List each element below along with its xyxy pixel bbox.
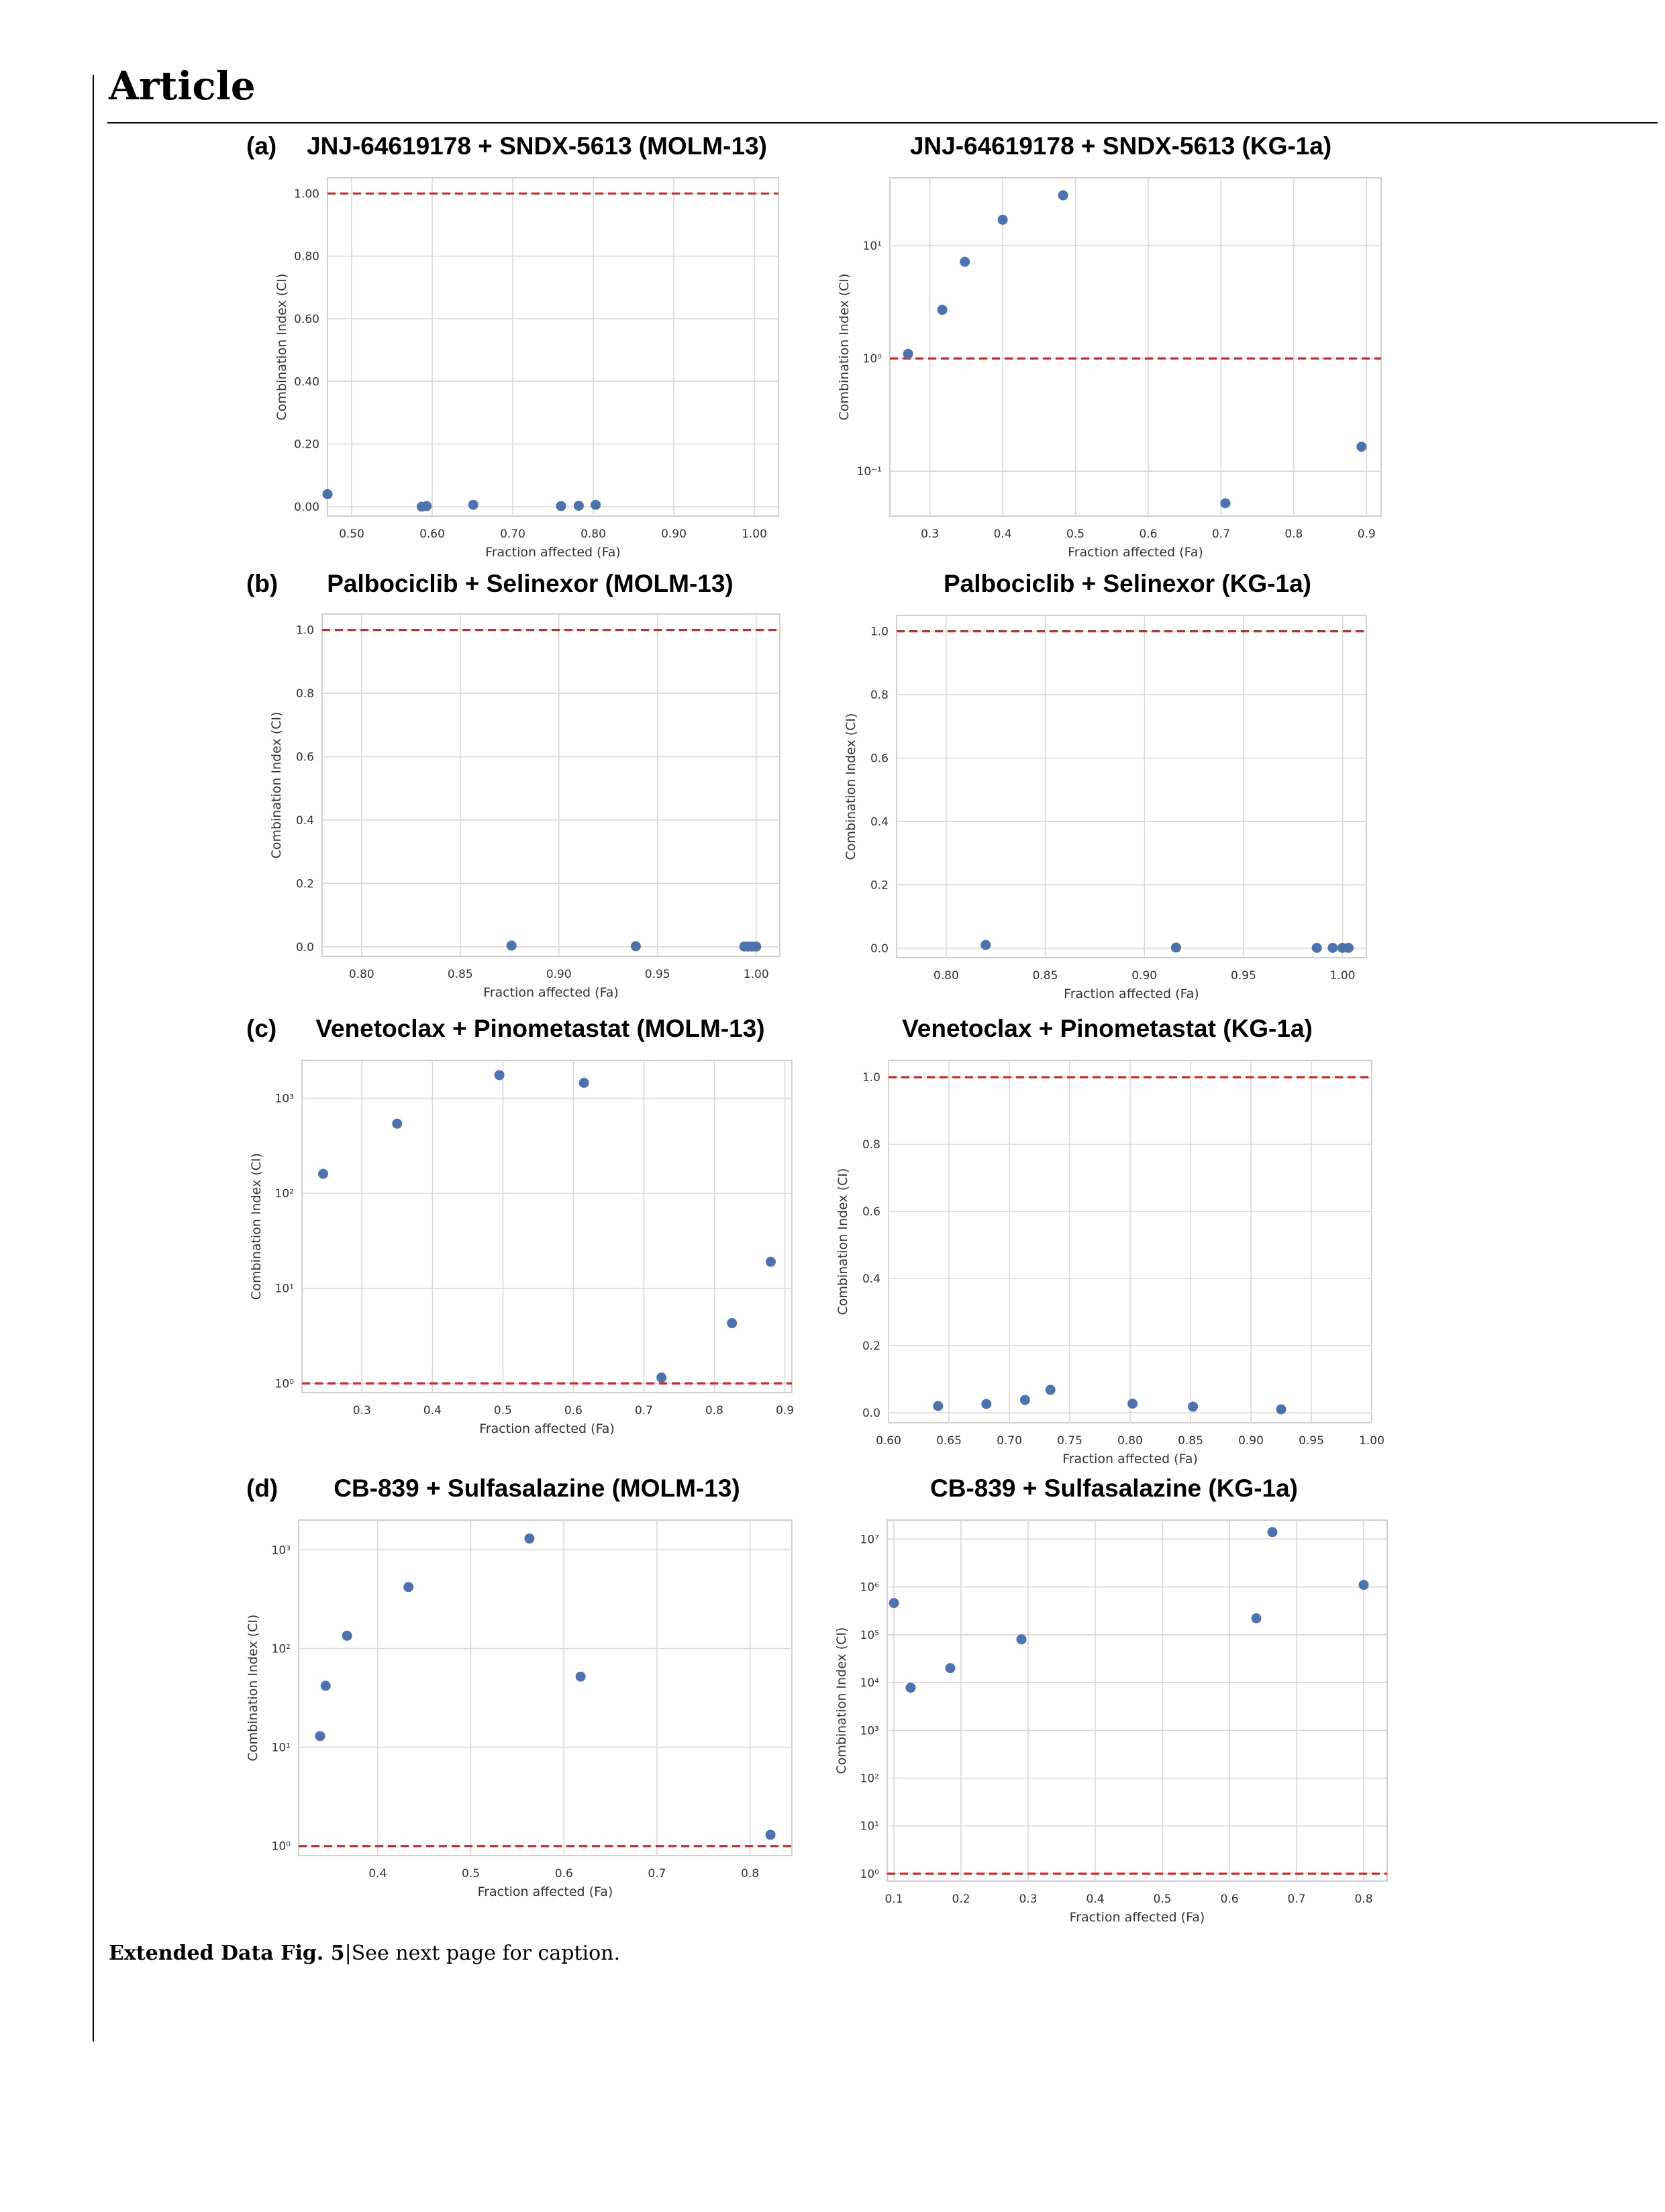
chart-b-kg1a-y-axis-label: Combination Index (CI)	[844, 713, 858, 860]
chart-c-kg1a-y-tick-label: 0.6	[862, 1205, 880, 1219]
chart-d-kg1a-x-tick-label: 0.7	[1287, 1893, 1306, 1906]
chart-a-molm13-data-point	[468, 500, 478, 510]
chart-a-kg1a-data-point	[1356, 442, 1366, 452]
chart-d-kg1a-data-point	[1359, 1580, 1369, 1590]
chart-c-kg1a-data-point	[1276, 1405, 1286, 1415]
chart-a-molm13-y-tick-label: 0.80	[294, 250, 319, 264]
chart-b-kg1a-y-tick-label: 0.8	[870, 689, 889, 703]
chart-b-molm13-x-tick-label: 0.90	[546, 968, 572, 981]
chart-c-molm13-plot-area	[302, 1060, 792, 1393]
chart-a-molm13-x-tick-label: 0.50	[339, 527, 364, 541]
chart-b-kg1a-y-tick-label: 1.0	[870, 625, 889, 639]
chart-b-molm13-y-tick-label: 0.4	[295, 813, 314, 827]
panel-letter-a: (a)	[246, 132, 277, 160]
chart-b-kg1a-data-point	[1327, 943, 1338, 953]
chart-a-molm13-data-point	[591, 500, 601, 510]
chart-b-kg1a-x-axis-label: Fraction affected (Fa)	[1064, 987, 1199, 1001]
chart-d-kg1a	[812, 1510, 1403, 1933]
chart-c-molm13-x-tick-label: 0.9	[775, 1404, 795, 1417]
chart-d-kg1a-y-tick-label: 10⁰	[860, 1867, 879, 1881]
chart-d-molm13-plot-area	[299, 1520, 792, 1856]
chart-c-kg1a-y-tick-label: 0.0	[862, 1407, 880, 1420]
chart-d-molm13-data-point	[766, 1829, 776, 1840]
chart-a-molm13-data-point	[421, 501, 432, 511]
chart-title-a-molm13: JNJ-64619178 + SNDX-5613 (MOLM-13)	[307, 132, 767, 160]
chart-d-kg1a-y-tick-label: 10¹	[860, 1819, 879, 1833]
chart-c-molm13-y-tick-label: 10¹	[274, 1282, 294, 1296]
chart-a-molm13-x-axis-label: Fraction affected (Fa)	[485, 545, 621, 560]
chart-a-kg1a-plot-area	[890, 178, 1381, 516]
chart-d-kg1a-x-tick-label: 0.2	[952, 1893, 970, 1906]
chart-a-molm13-y-axis-label: Combination Index (CI)	[274, 273, 289, 421]
chart-b-molm13-y-tick-label: 0.8	[295, 687, 314, 701]
chart-b-kg1a-y-tick-label: 0.4	[870, 815, 889, 829]
chart-d-molm13-y-axis-label: Combination Index (CI)	[246, 1614, 260, 1762]
chart-b-molm13-x-tick-label: 0.80	[348, 968, 374, 981]
chart-title-b-kg1a: Palbociclib + Selinexor (KG-1a)	[944, 570, 1311, 597]
caption-text: See next page for caption.	[351, 1942, 621, 1965]
chart-a-kg1a-data-point	[938, 305, 948, 315]
chart-title-c-molm13: Venetoclax + Pinometastat (MOLM-13)	[315, 1015, 765, 1042]
chart-a-kg1a-data-point	[903, 349, 913, 359]
chart-d-kg1a-y-tick-label: 10⁴	[860, 1676, 879, 1691]
chart-a-molm13-data-point	[574, 501, 584, 511]
chart-c-kg1a-x-tick-label: 0.70	[997, 1434, 1022, 1448]
chart-a-kg1a-x-tick-label: 0.4	[993, 527, 1012, 541]
chart-d-kg1a-plot-area	[887, 1520, 1387, 1881]
figure-caption	[109, 1942, 620, 1966]
chart-d-molm13-data-point	[342, 1631, 352, 1641]
chart-a-molm13-y-tick-label: 0.00	[294, 501, 319, 514]
chart-b-molm13-x-tick-label: 1.00	[743, 968, 769, 981]
chart-a-molm13-data-point	[323, 489, 333, 499]
chart-d-molm13-x-tick-label: 0.8	[741, 1867, 760, 1880]
chart-c-kg1a-x-tick-label: 0.60	[876, 1434, 901, 1448]
chart-title-b-molm13: Palbociclib + Selinexor (MOLM-13)	[327, 570, 734, 597]
chart-c-molm13-data-point	[656, 1372, 666, 1382]
chart-a-kg1a-data-point	[1058, 191, 1068, 201]
chart-a-molm13-x-tick-label: 0.80	[581, 527, 606, 541]
chart-b-kg1a-data-point	[980, 940, 991, 950]
chart-c-molm13-x-tick-label: 0.4	[423, 1404, 442, 1417]
chart-d-kg1a-data-point	[1017, 1634, 1027, 1644]
chart-a-kg1a-data-point	[998, 215, 1008, 225]
chart-b-kg1a-data-point	[1312, 943, 1322, 953]
chart-d-molm13-x-tick-label: 0.5	[462, 1867, 481, 1880]
chart-c-kg1a-x-axis-label: Fraction affected (Fa)	[1062, 1452, 1198, 1466]
chart-d-kg1a-y-tick-label: 10²	[860, 1772, 879, 1786]
chart-d-kg1a-x-tick-label: 0.5	[1153, 1893, 1172, 1906]
chart-a-kg1a-x-tick-label: 0.3	[921, 527, 940, 541]
chart-d-molm13-y-tick-label: 10⁰	[271, 1840, 291, 1854]
chart-a-kg1a-data-point	[1220, 498, 1230, 508]
chart-title-d-kg1a: CB-839 + Sulfasalazine (KG-1a)	[930, 1474, 1298, 1502]
header-title: Article	[109, 63, 256, 109]
chart-d-kg1a-y-axis-label: Combination Index (CI)	[834, 1627, 849, 1774]
chart-c-molm13-data-point	[495, 1070, 505, 1080]
chart-d-molm13-y-tick-label: 10³	[271, 1544, 291, 1558]
chart-a-kg1a-y-tick-label: 10⁻¹	[856, 465, 882, 479]
chart-a-kg1a-y-tick-label: 10¹	[862, 240, 882, 254]
chart-b-molm13-plot-area	[322, 614, 780, 956]
chart-b-molm13-x-tick-label: 0.95	[644, 968, 670, 981]
chart-c-kg1a-data-point	[1188, 1402, 1198, 1412]
chart-d-kg1a-data-point	[889, 1598, 899, 1608]
chart-c-kg1a-y-tick-label: 1.0	[862, 1071, 880, 1085]
chart-d-molm13-data-point	[321, 1680, 331, 1691]
chart-b-kg1a-y-tick-label: 0.6	[870, 752, 889, 766]
chart-c-molm13-x-tick-label: 0.6	[564, 1404, 583, 1417]
chart-b-kg1a-x-tick-label: 0.85	[1032, 969, 1058, 983]
chart-d-kg1a-data-point	[1252, 1613, 1262, 1623]
chart-a-kg1a-data-point	[960, 257, 970, 267]
chart-a-kg1a-x-tick-label: 0.7	[1211, 527, 1230, 541]
chart-c-molm13-x-tick-label: 0.3	[352, 1404, 371, 1417]
header-rule	[107, 122, 1658, 123]
chart-c-molm13-data-point	[392, 1119, 402, 1129]
chart-c-molm13-data-point	[579, 1078, 589, 1088]
chart-c-kg1a-y-tick-label: 0.8	[862, 1138, 880, 1152]
chart-c-molm13	[248, 1050, 805, 1440]
chart-c-kg1a	[832, 1050, 1396, 1470]
chart-c-kg1a-data-point	[1046, 1385, 1056, 1395]
chart-a-molm13-y-tick-label: 0.20	[294, 438, 319, 452]
chart-d-molm13-y-tick-label: 10¹	[271, 1741, 291, 1755]
chart-c-kg1a-data-point	[981, 1399, 991, 1409]
chart-c-molm13-y-tick-label: 10⁰	[274, 1377, 294, 1391]
chart-c-molm13-data-point	[727, 1318, 737, 1328]
chart-c-kg1a-x-tick-label: 0.80	[1117, 1434, 1143, 1448]
chart-a-kg1a-x-tick-label: 0.9	[1357, 527, 1376, 541]
chart-d-kg1a-y-tick-label: 10⁷	[860, 1533, 879, 1547]
chart-d-kg1a-data-point	[906, 1682, 916, 1693]
chart-d-molm13-data-point	[576, 1672, 586, 1682]
chart-d-kg1a-x-tick-label: 0.4	[1086, 1893, 1105, 1906]
chart-a-molm13-y-tick-label: 0.40	[294, 375, 319, 389]
chart-b-kg1a-y-tick-label: 0.0	[870, 942, 889, 956]
chart-d-molm13-y-tick-label: 10²	[271, 1642, 291, 1656]
chart-c-molm13-x-tick-label: 0.8	[705, 1404, 723, 1417]
chart-b-molm13-y-tick-label: 0.6	[295, 750, 314, 764]
chart-b-kg1a-data-point	[1171, 942, 1181, 952]
chart-title-c-kg1a: Venetoclax + Pinometastat (KG-1a)	[902, 1015, 1313, 1042]
chart-a-kg1a-x-tick-label: 0.8	[1284, 527, 1303, 541]
chart-d-kg1a-x-axis-label: Fraction affected (Fa)	[1069, 1910, 1205, 1925]
chart-c-kg1a-y-axis-label: Combination Index (CI)	[836, 1168, 850, 1315]
chart-b-kg1a-plot-area	[897, 615, 1366, 958]
chart-d-molm13-x-tick-label: 0.4	[368, 1867, 387, 1880]
chart-a-molm13-x-tick-label: 0.70	[500, 527, 525, 541]
chart-d-molm13-data-point	[524, 1534, 534, 1544]
chart-c-molm13-y-tick-label: 10²	[274, 1187, 294, 1201]
chart-c-molm13-y-tick-label: 10³	[274, 1092, 294, 1106]
chart-a-kg1a	[832, 168, 1396, 564]
chart-d-kg1a-y-tick-label: 10⁵	[860, 1628, 879, 1642]
chart-a-molm13-data-point	[556, 501, 566, 511]
chart-b-kg1a-x-tick-label: 0.90	[1131, 969, 1158, 983]
chart-d-kg1a-x-tick-label: 0.1	[885, 1893, 903, 1906]
chart-b-kg1a-x-tick-label: 0.95	[1230, 969, 1256, 983]
chart-c-molm13-data-point	[318, 1169, 328, 1179]
chart-b-molm13	[268, 604, 792, 1007]
chart-b-molm13-x-tick-label: 0.85	[447, 968, 473, 981]
chart-b-molm13-x-axis-label: Fraction affected (Fa)	[483, 985, 619, 1000]
chart-b-kg1a	[839, 604, 1376, 1007]
chart-c-kg1a-x-tick-label: 0.65	[936, 1434, 962, 1448]
chart-d-molm13-x-axis-label: Fraction affected (Fa)	[477, 1884, 613, 1899]
chart-b-molm13-data-point	[751, 942, 761, 952]
chart-c-molm13-x-axis-label: Fraction affected (Fa)	[479, 1421, 615, 1436]
chart-b-kg1a-x-tick-label: 0.80	[933, 969, 959, 983]
chart-a-molm13-x-tick-label: 1.00	[742, 527, 767, 541]
chart-d-molm13-data-point	[403, 1582, 413, 1592]
chart-c-kg1a-data-point	[933, 1401, 943, 1411]
chart-title-d-molm13: CB-839 + Sulfasalazine (MOLM-13)	[334, 1474, 740, 1502]
chart-a-molm13-plot-area	[327, 178, 778, 516]
chart-c-kg1a-x-tick-label: 0.75	[1057, 1434, 1082, 1448]
chart-c-kg1a-x-tick-label: 0.95	[1299, 1434, 1324, 1448]
chart-b-molm13-y-tick-label: 1.0	[295, 623, 314, 638]
chart-d-molm13-data-point	[315, 1731, 325, 1741]
chart-c-kg1a-data-point	[1127, 1399, 1138, 1409]
panel-letter-b: (b)	[246, 570, 279, 597]
chart-a-kg1a-x-tick-label: 0.5	[1066, 527, 1085, 541]
chart-b-molm13-data-point	[631, 941, 641, 951]
chart-a-kg1a-x-tick-label: 0.6	[1139, 527, 1158, 541]
chart-a-kg1a-y-axis-label: Combination Index (CI)	[837, 273, 852, 421]
chart-a-molm13	[255, 168, 792, 564]
chart-d-molm13-x-tick-label: 0.6	[554, 1867, 573, 1880]
chart-c-kg1a-y-tick-label: 0.2	[862, 1340, 880, 1353]
chart-c-kg1a-x-tick-label: 1.00	[1359, 1434, 1384, 1448]
chart-a-molm13-x-tick-label: 0.60	[419, 527, 445, 541]
caption-label: Extended Data Fig. 5	[109, 1942, 345, 1965]
left-margin-rule	[93, 75, 94, 2042]
chart-c-molm13-x-tick-label: 0.5	[493, 1404, 512, 1417]
chart-c-molm13-x-tick-label: 0.7	[634, 1404, 653, 1417]
chart-a-molm13-x-tick-label: 0.90	[661, 527, 687, 541]
chart-d-molm13	[248, 1510, 805, 1906]
chart-title-a-kg1a: JNJ-64619178 + SNDX-5613 (KG-1a)	[909, 132, 1332, 160]
chart-c-molm13-data-point	[766, 1257, 776, 1267]
chart-b-molm13-data-point	[507, 940, 517, 950]
chart-d-kg1a-x-tick-label: 0.6	[1220, 1893, 1239, 1906]
chart-c-kg1a-x-tick-label: 0.90	[1238, 1434, 1264, 1448]
chart-b-molm13-y-axis-label: Combination Index (CI)	[269, 711, 284, 859]
chart-a-molm13-y-tick-label: 1.00	[294, 187, 319, 201]
chart-a-kg1a-x-axis-label: Fraction affected (Fa)	[1068, 545, 1203, 560]
panel-letter-d: (d)	[246, 1474, 279, 1502]
chart-b-kg1a-data-point	[1344, 943, 1354, 953]
chart-b-molm13-y-tick-label: 0.2	[295, 877, 314, 891]
chart-d-molm13-x-tick-label: 0.7	[648, 1867, 666, 1880]
chart-a-molm13-y-tick-label: 0.60	[294, 313, 319, 326]
chart-c-molm13-y-axis-label: Combination Index (CI)	[249, 1153, 264, 1300]
chart-d-kg1a-y-tick-label: 10³	[860, 1724, 879, 1738]
chart-d-kg1a-data-point	[1268, 1527, 1278, 1537]
chart-c-kg1a-data-point	[1020, 1395, 1030, 1405]
panel-letter-c: (c)	[246, 1015, 277, 1042]
chart-c-kg1a-y-tick-label: 0.4	[862, 1272, 880, 1286]
chart-c-kg1a-x-tick-label: 0.85	[1178, 1434, 1203, 1448]
caption-separator: |	[344, 1942, 352, 1965]
chart-b-kg1a-x-tick-label: 1.00	[1329, 969, 1356, 983]
chart-b-molm13-y-tick-label: 0.0	[295, 940, 314, 954]
chart-d-kg1a-y-tick-label: 10⁶	[860, 1580, 879, 1595]
chart-d-kg1a-x-tick-label: 0.3	[1019, 1893, 1038, 1906]
chart-d-kg1a-data-point	[946, 1663, 956, 1673]
chart-d-kg1a-x-tick-label: 0.8	[1354, 1893, 1373, 1906]
chart-b-kg1a-y-tick-label: 0.2	[870, 878, 889, 893]
chart-a-kg1a-y-tick-label: 10⁰	[862, 352, 882, 366]
